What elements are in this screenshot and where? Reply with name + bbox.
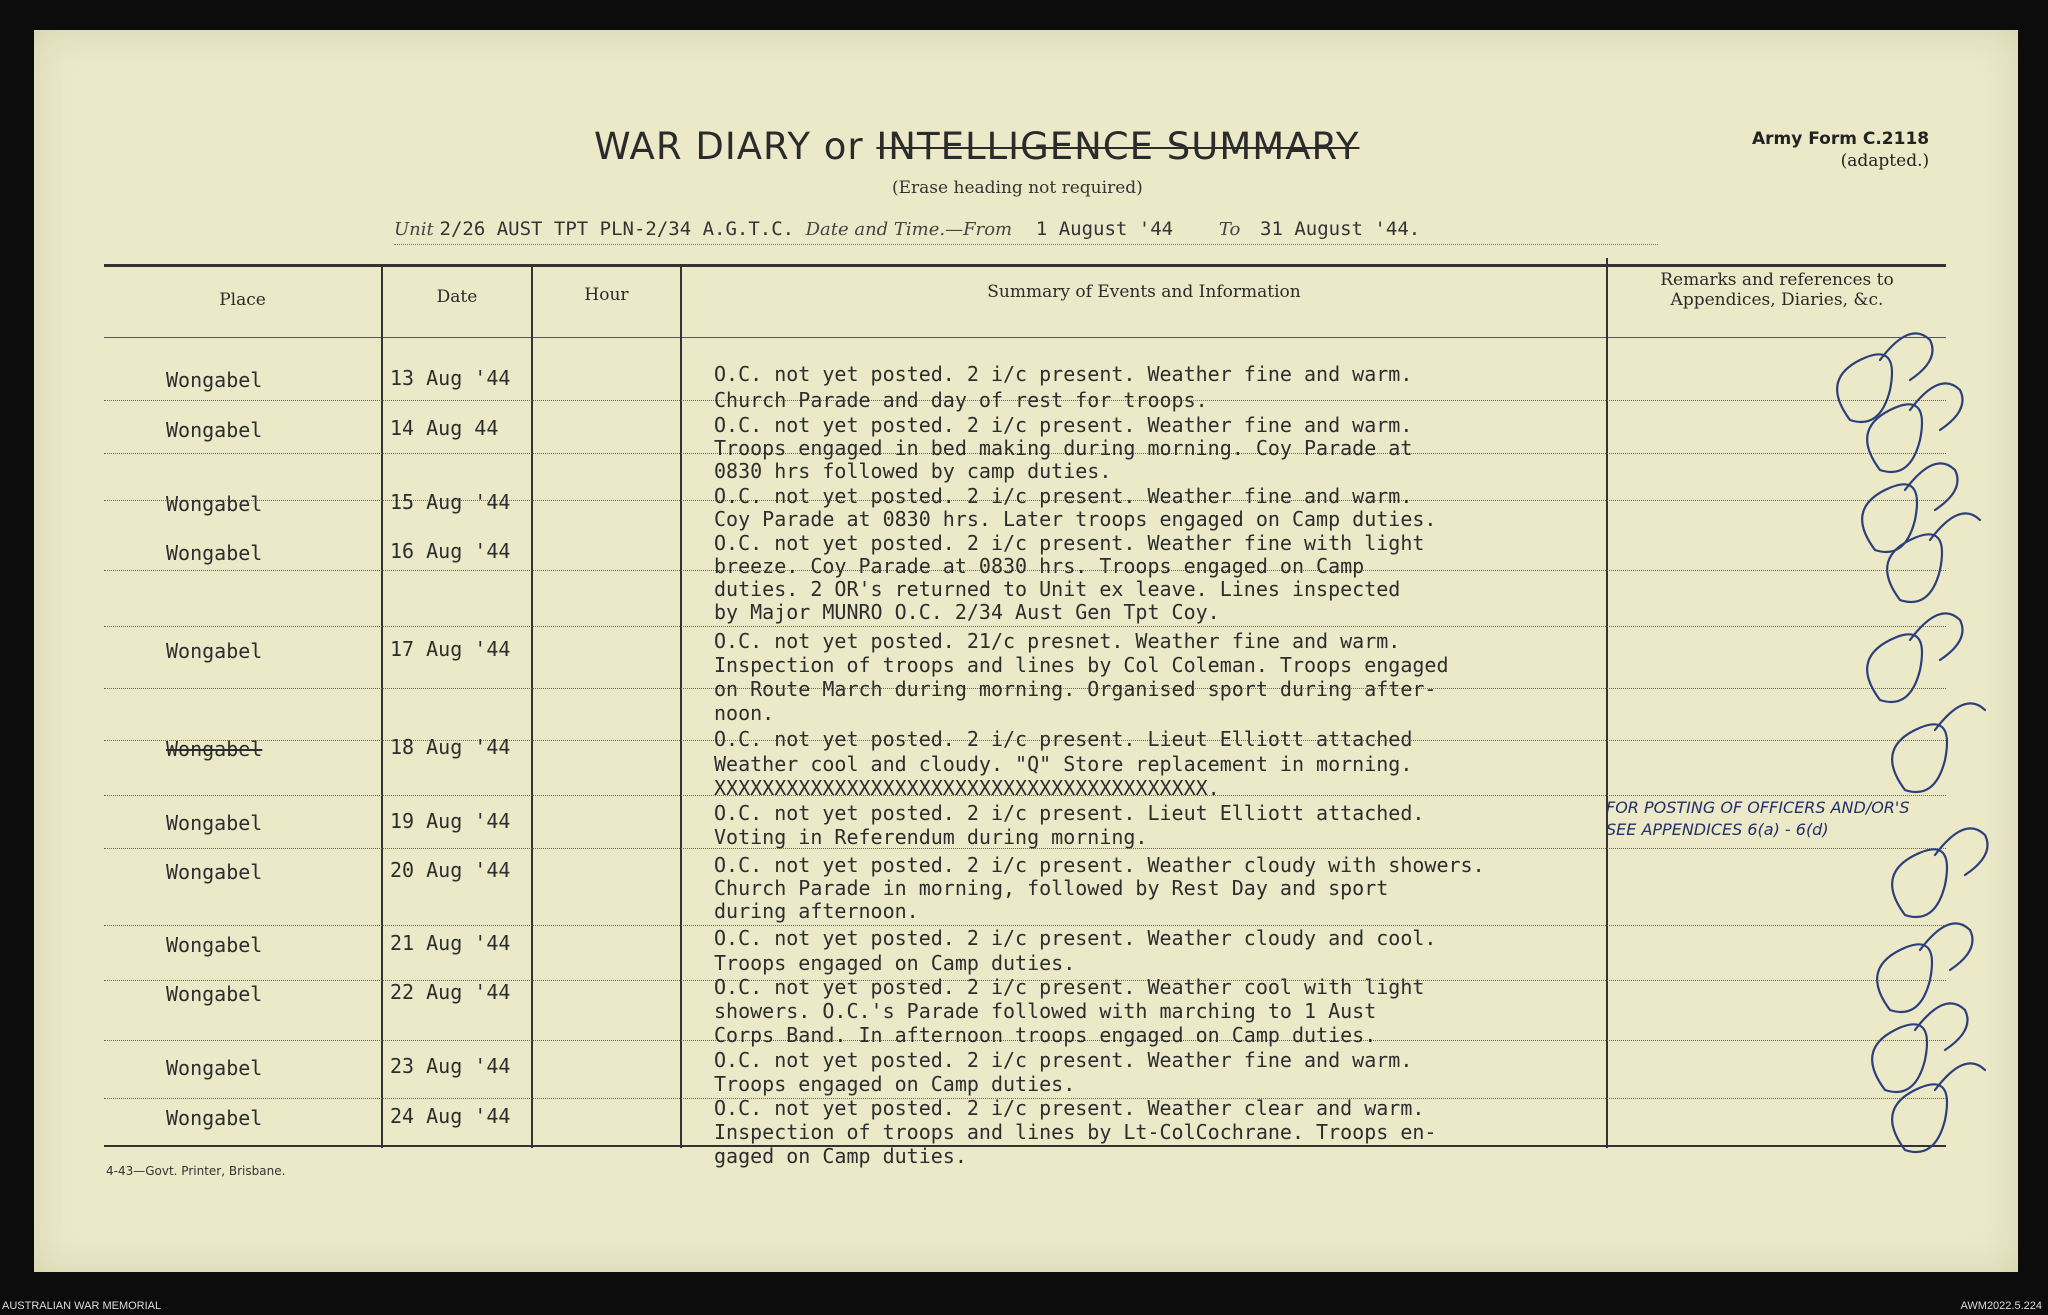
header-summary: Summary of Events and Information (987, 282, 1301, 302)
row-date: 22 Aug '44 (390, 980, 511, 1004)
header-remarks-line2: Appendices, Diaries, &c. (1670, 290, 1884, 310)
date-label: Date and Time.—From (805, 219, 1013, 240)
row-place: Wongabel (166, 811, 263, 835)
row-date: 23 Aug '44 (390, 1054, 511, 1078)
summary-line: O.C. not yet posted. 2 i/c present. Weather fine with light (714, 531, 1425, 555)
summary-line: Corps Band. In afternoon troops engaged on Camp duties. (714, 1023, 1377, 1047)
summary-line: Inspection of troops and lines by Lt-ColCochrane. Troops en- (714, 1120, 1437, 1144)
row-date: 20 Aug '44 (390, 858, 511, 882)
header-date: Date (436, 287, 478, 307)
summary-line: Weather cool and cloudy. "Q" Store replacement in morning. (714, 752, 1413, 776)
row-date: 13 Aug '44 (390, 366, 511, 390)
summary-line: Troops engaged on Camp duties. (714, 951, 1076, 975)
army-form-number: Army Form C.2118 (1752, 129, 1930, 149)
row-place: Wongabel (166, 639, 263, 663)
army-form-label (1752, 128, 1929, 172)
header-place: Place (219, 290, 266, 310)
row-place: Wongabel (166, 737, 263, 761)
summary-line: O.C. not yet posted. 2 i/c present. Weather clear and warm. (714, 1096, 1425, 1120)
row-date: 16 Aug '44 (390, 539, 511, 563)
summary-line: O.C. not yet posted. 2 i/c present. Weather fine and warm. (714, 413, 1413, 437)
row-place: Wongabel (166, 368, 263, 392)
summary-line: duties. 2 OR's returned to Unit ex leave. Lines inspected (714, 577, 1401, 601)
summary-line: showers. O.C.'s Parade followed with marching to 1 Aust (714, 999, 1377, 1023)
summary-line: O.C. not yet posted. 2 i/c present. Lieut Elliott attached (714, 727, 1413, 751)
row-place: Wongabel (166, 982, 263, 1006)
row-date: 15 Aug '44 (390, 490, 511, 514)
summary-line: Voting in Referendum during morning. (714, 825, 1148, 849)
row-date: 24 Aug '44 (390, 1104, 511, 1128)
summary-line: Troops engaged in bed making during morning. Coy Parade at (714, 436, 1413, 460)
row-date: 14 Aug 44 (390, 416, 499, 440)
summary-line: breeze. Coy Parade at 0830 hrs. Troops engaged on Camp (714, 554, 1365, 578)
summary-line-struck: XXXXXXXXXXXXXXXXXXXXXXXXXXXXXXXXXXXXXXXXX. (714, 776, 1220, 800)
row-date: 19 Aug '44 (390, 809, 511, 833)
col-divider-place (381, 264, 383, 1148)
army-form-note: (adapted.) (1840, 151, 1930, 171)
row-place: Wongabel (166, 418, 263, 442)
summary-line: noon. (714, 701, 775, 725)
printer-imprint: 4-43—Govt. Printer, Brisbane. (106, 1164, 286, 1178)
summary-line: 0830 hrs followed by camp duties. (714, 459, 1112, 483)
col-divider-hour (680, 264, 682, 1148)
summary-line: O.C. not yet posted. 2 i/c present. Weather fine and warm. (714, 362, 1413, 386)
row-date: 18 Aug '44 (390, 735, 511, 759)
date-to-label: To (1218, 219, 1241, 240)
summary-line: Inspection of troops and lines by Col Coleman. Troops engaged (714, 653, 1449, 677)
col-divider-summary (1606, 258, 1608, 1148)
summary-line: during afternoon. (714, 899, 919, 923)
date-from-value: 1 August '44 (1035, 218, 1174, 240)
summary-line: Troops engaged on Camp duties. (714, 1072, 1076, 1096)
date-to-value: 31 August '44. (1260, 218, 1421, 240)
form-subtitle: (Erase heading not required) (892, 178, 1143, 198)
row-date: 17 Aug '44 (390, 637, 511, 661)
row-place: Wongabel (166, 1056, 263, 1080)
row-place: Wongabel (166, 933, 263, 957)
summary-line: by Major MUNRO O.C. 2/34 Aust Gen Tpt Coy. (714, 600, 1220, 624)
row-place: Wongabel (166, 492, 263, 516)
remarks-annotation-line2: SEE APPENDICES 6(a) - 6(d) (1606, 820, 1829, 839)
remarks-annotation (1606, 797, 1909, 841)
row-rule (104, 626, 1946, 627)
summary-line: O.C. not yet posted. 2 i/c present. Weather fine and warm. (714, 1048, 1413, 1072)
footer-right: AWM2022.5.224 (1960, 1300, 2042, 1312)
header-hour: Hour (584, 285, 629, 305)
summary-line: gaged on Camp duties. (714, 1144, 967, 1168)
row-place: Wongabel (166, 541, 263, 565)
summary-line: O.C. not yet posted. 2 i/c present. Weather fine and warm. (714, 484, 1413, 508)
unit-value: 2/26 AUST TPT PLN-2/34 A.G.T.C. (439, 218, 795, 240)
row-place: Wongabel (166, 1106, 263, 1130)
summary-line: O.C. not yet posted. 2 i/c present. Weather cool with light (714, 975, 1425, 999)
header-remarks-line1: Remarks and references to (1660, 270, 1894, 290)
summary-line: Church Parade in morning, followed by Rest Day and sport (714, 876, 1389, 900)
row-place: Wongabel (166, 860, 263, 884)
remarks-annotation-line1: FOR POSTING OF OFFICERS AND/OR'S (1606, 798, 1910, 817)
unit-line (394, 218, 1658, 245)
col-divider-date (531, 264, 533, 1148)
header-remarks (1608, 270, 1946, 310)
summary-line: O.C. not yet posted. 2 i/c present. Lieut Elliott attached. (714, 801, 1425, 825)
summary-line: on Route March during morning. Organised sport during after- (714, 677, 1437, 701)
summary-line: Coy Parade at 0830 hrs. Later troops engaged on Camp duties. (714, 507, 1437, 531)
summary-line: O.C. not yet posted. 2 i/c present. Weather cloudy and cool. (714, 926, 1437, 950)
form-title: WAR DIARY or INTELLIGENCE SUMMARY (594, 125, 1360, 168)
row-date: 21 Aug '44 (390, 931, 511, 955)
summary-line: O.C. not yet posted. 2 i/c present. Weather cloudy with showers. (714, 853, 1485, 877)
footer-left: AUSTRALIAN WAR MEMORIAL (2, 1300, 162, 1312)
summary-line: O.C. not yet posted. 21/c presnet. Weather fine and warm. (714, 629, 1401, 653)
summary-line: Church Parade and day of rest for troops. (714, 388, 1208, 412)
unit-label: Unit (394, 219, 434, 240)
